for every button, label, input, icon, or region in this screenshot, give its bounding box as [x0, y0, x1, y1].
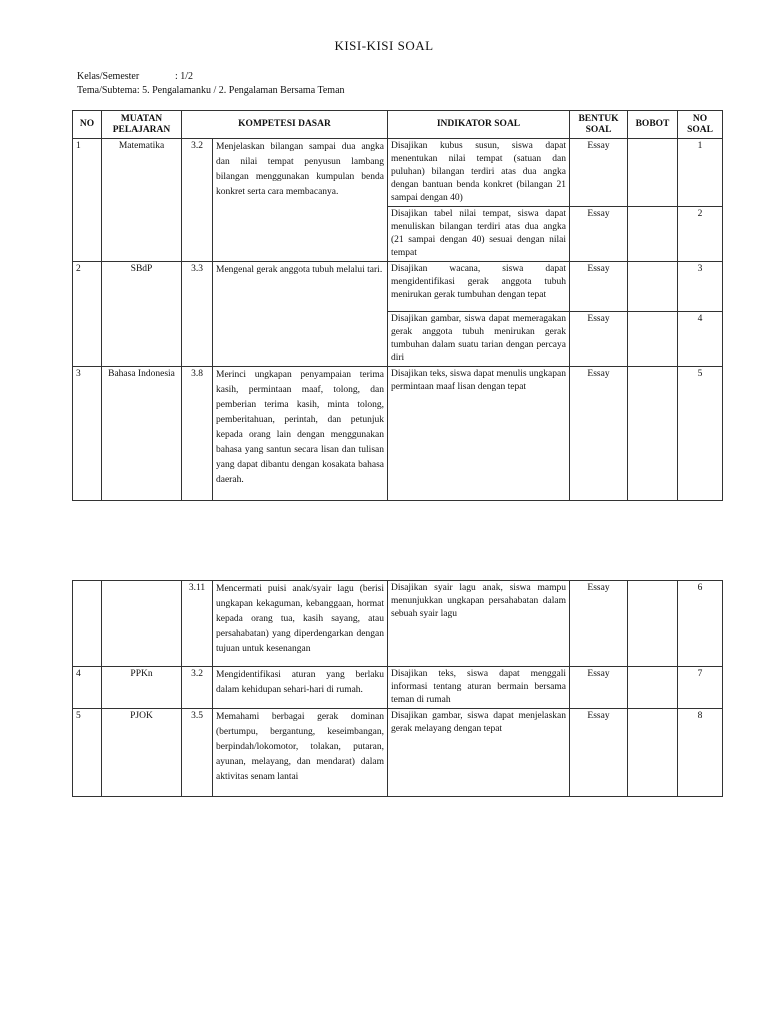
row-kd-text: Mencermati puisi anak/syair lagu (berisi ungkapan kekaguman, kebanggaan, hormat kepada orang tua, kasih sayang, atau persahabatan) yang diperdengarkan dengan tujuan untuk kesenangan — [213, 581, 388, 667]
header-indikator: INDIKATOR SOAL — [388, 111, 570, 139]
row-muatan: Matematika — [102, 139, 182, 262]
row-muatan: PJOK — [102, 709, 182, 797]
row-no — [73, 581, 102, 667]
tema-label: Tema/Subtema — [77, 85, 137, 96]
row-kd-number: 3.2 — [182, 139, 213, 262]
row-kd-text: Memahami berbagai gerak dominan (bertumpu, bergantung, keseimbangan, berpindah/lokomotor, tolakan, putaran, ayunan, melayang, dan mendarat) dalam aktivitas senam lantai — [213, 709, 388, 797]
row-bentuk: Essay — [570, 709, 628, 797]
row-muatan — [102, 581, 182, 667]
row-bentuk: Essay — [570, 312, 628, 367]
row-no-soal: 6 — [678, 581, 723, 667]
row-bobot — [628, 581, 678, 667]
kelas-value: : 1/2 — [175, 71, 194, 82]
header-bobot: BOBOT — [628, 111, 678, 139]
document-title: KISI-KISI SOAL — [334, 38, 434, 53]
kisi-table-1 — [72, 110, 723, 501]
row-indikator: Disajikan gambar, siswa dapat memeragakan gerak anggota tubuh menirukan gerak tumbuhan dalam suatu tarian dengan percaya diri — [388, 312, 570, 367]
row-no-soal: 5 — [678, 367, 723, 501]
row-kd-text: Mengidentifikasi aturan yang berlaku dalam kehidupan sehari-hari di rumah. — [213, 667, 388, 709]
row-no: 1 — [73, 139, 102, 262]
row-bobot — [628, 262, 678, 312]
header-no: NO — [73, 111, 102, 139]
row-muatan: PPKn — [102, 667, 182, 709]
tema-value: : 5. Pengalamanku / 2. Pengalaman Bersama Teman — [136, 85, 345, 96]
row-kd-text: Mengenal gerak anggota tubuh melalui tari. — [213, 262, 388, 367]
row-kd-number: 3.11 — [182, 581, 213, 667]
row-bobot — [628, 367, 678, 501]
header-no-soal: NO SOAL — [678, 111, 723, 139]
row-bobot — [628, 667, 678, 709]
row-no: 2 — [73, 262, 102, 367]
row-bentuk: Essay — [570, 207, 628, 262]
table-row — [73, 367, 723, 501]
row-indikator: Disajikan gambar, siswa dapat menjelaskan gerak melayang dengan tepat — [388, 709, 570, 797]
row-indikator: Disajikan tabel nilai tempat, siswa dapat menuliskan bilangan terdiri atas dua angka (21 sampai dengan 40) sesuai dengan nilai tempat — [388, 207, 570, 262]
header-bentuk: BENTUK SOAL — [570, 111, 628, 139]
row-indikator: Disajikan syair lagu anak, siswa mampu menunjukkan ungkapan persahabatan dalam sebuah syair lagu — [388, 581, 570, 667]
row-bentuk: Essay — [570, 139, 628, 207]
kelas-semester-line — [77, 71, 193, 82]
row-no-soal: 1 — [678, 139, 723, 207]
row-indikator: Disajikan teks, siswa dapat menulis ungkapan permintaan maaf lisan dengan tepat — [388, 367, 570, 501]
kelas-label: Kelas/Semester — [77, 71, 140, 82]
row-no-soal: 7 — [678, 667, 723, 709]
table-row — [73, 581, 723, 667]
row-bentuk: Essay — [570, 581, 628, 667]
row-kd-number: 3.2 — [182, 667, 213, 709]
row-kd-number: 3.3 — [182, 262, 213, 367]
table-row — [73, 262, 723, 312]
row-indikator: Disajikan teks, siswa dapat menggali informasi tentang aturan bermain bersama teman di rumah — [388, 667, 570, 709]
row-no: 5 — [73, 709, 102, 797]
row-indikator: Disajikan wacana, siswa dapat mengidentifikasi gerak anggota tubuh menirukan gerak tumbuhan dengan tepat — [388, 262, 570, 312]
row-kd-number: 3.5 — [182, 709, 213, 797]
row-bobot — [628, 312, 678, 367]
row-bobot — [628, 139, 678, 207]
row-kd-number: 3.8 — [182, 367, 213, 501]
row-bentuk: Essay — [570, 367, 628, 501]
kisi-table-2 — [72, 580, 723, 797]
row-no-soal: 4 — [678, 312, 723, 367]
tema-subtema-line — [77, 85, 345, 96]
row-bobot — [628, 207, 678, 262]
table-row — [73, 709, 723, 797]
row-no: 3 — [73, 367, 102, 501]
row-no-soal: 3 — [678, 262, 723, 312]
table-row — [73, 139, 723, 207]
header-row — [73, 111, 723, 139]
table-row — [73, 667, 723, 709]
row-no-soal: 8 — [678, 709, 723, 797]
row-bentuk: Essay — [570, 667, 628, 709]
row-no-soal: 2 — [678, 207, 723, 262]
header-muatan: MUATAN PELAJARAN — [102, 111, 182, 139]
row-no: 4 — [73, 667, 102, 709]
row-bentuk: Essay — [570, 262, 628, 312]
row-kd-text: Merinci ungkapan penyampaian terima kasih, permintaan maaf, tolong, dan pemberian terima kasih, minta tolong, pemberitahuan, perintah, dan petunjuk kepada orang lain dengan menggunakan bahasa yang santun secara lisan dan tulisan yang dapat dibantu dengan kosakata bahasa daerah. — [213, 367, 388, 501]
row-kd-text: Menjelaskan bilangan sampai dua angka dan nilai tempat penyusun lambang bilangan menggunakan kumpulan benda konkret serta cara membacanya. — [213, 139, 388, 262]
row-muatan: Bahasa Indonesia — [102, 367, 182, 501]
header-kd: KOMPETESI DASAR — [182, 111, 388, 139]
row-muatan: SBdP — [102, 262, 182, 367]
row-indikator: Disajikan kubus susun, siswa dapat menentukan nilai tempat (satuan dan puluhan) bilangan terdiri atas dua angka dengan bantuan benda konkret (bilangan 21 sampai dengan 40) — [388, 139, 570, 207]
row-bobot — [628, 709, 678, 797]
